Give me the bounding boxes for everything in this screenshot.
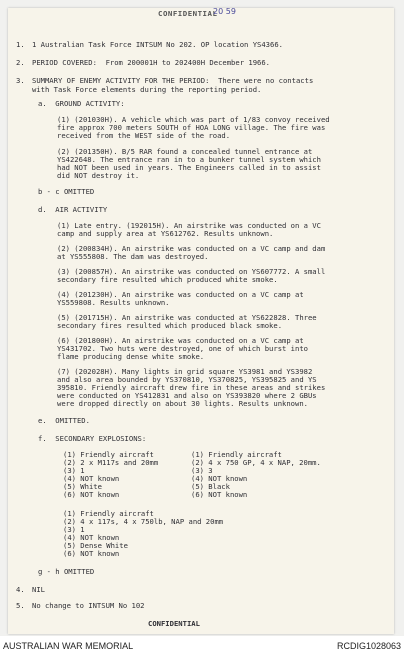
ground-para-1-line-3: received from the WEST side of the road.	[57, 131, 231, 140]
block-b-line-4: (4) NOT known	[191, 474, 248, 483]
ground-para-2-line-4: did NOT destroy it.	[57, 171, 140, 180]
archive-name: AUSTRALIAN WAR MEMORIAL	[3, 641, 134, 651]
air-para-1-line-2: camp and supply area at YS612762. Results unknown.	[57, 229, 274, 238]
block-c-line-3: (3) 1	[63, 525, 85, 534]
air-para-7-line-1: (7) (202028H). Many lights in grid square YS3981 and YS3982	[57, 367, 313, 376]
document-page	[8, 8, 394, 634]
air-para-4-line-1: (4) (201230H). An airstrike was conducted on a VC camp at	[57, 290, 304, 299]
block-a-line-5: (5) White	[63, 482, 102, 491]
air-activity-heading: d. AIR ACTIVITY	[38, 205, 108, 214]
air-para-6-line-2: YS431702. Two huts were destroyed, one of which burst into	[57, 344, 308, 353]
air-para-7-line-2: and also area bounded by YS370810, YS370825, YS395825 and YS	[57, 375, 317, 384]
block-c-line-4: (4) NOT known	[63, 533, 120, 542]
handwritten-annotation: 20 59	[213, 7, 236, 16]
air-para-5-line-1: (5) (201715H). An airstrike was conducted at YS622828. Three	[57, 313, 317, 322]
item-4-number: 4.	[16, 585, 25, 594]
air-para-1-line-1: (1) Late entry. (192015H). An airstrike was conducted on a VC	[57, 221, 321, 230]
air-para-7-line-5: were dropped directly on about 30 lights. Results unknown.	[57, 399, 308, 408]
classification-header: CONFIDENTIAL	[158, 9, 218, 18]
item-2-number: 2.	[16, 58, 25, 67]
ground-para-1-line-1: (1) (201030H). A vehicle which was part of 1/83 convoy received	[57, 115, 330, 124]
item-1-text: 1 Australian Task Force INTSUM No 202. OP location YS4366.	[32, 40, 283, 49]
block-b-line-1: (1) Friendly aircraft	[191, 450, 282, 459]
block-a-line-1: (1) Friendly aircraft	[63, 450, 154, 459]
ground-para-2-line-3: had NOT been used in years. The Engineers called in to assist	[57, 163, 321, 172]
block-b-line-3: (3) 3	[191, 466, 213, 475]
ground-para-2-line-2: YS422648. The entrance ran in to a bunker tunnel system which	[57, 155, 321, 164]
item-1-number: 1.	[16, 40, 25, 49]
air-para-3-line-1: (3) (200857H). An airstrike was conducted on YS607772. A small	[57, 267, 326, 276]
air-para-6-line-1: (6) (201800H). An airstrike was conducted on a VC camp at	[57, 336, 304, 345]
block-a-line-3: (3) 1	[63, 466, 85, 475]
air-para-5-line-2: secondary fires resulted which produced black smoke.	[57, 321, 283, 330]
air-para-3-line-2: secondary fire resulted which produced white smoke.	[57, 275, 278, 284]
air-para-7-line-4: were conducted on YS412831 and also on YS393820 where 2 GBUs	[57, 391, 317, 400]
block-b-line-5: (5) Black	[191, 482, 230, 491]
item-3-line-1: SUMMARY OF ENEMY ACTIVITY FOR THE PERIOD: There were no contacts	[32, 76, 314, 85]
block-a-line-2: (2) 2 x M117s and 20mm	[63, 458, 159, 467]
block-b-line-6: (6) NOT known	[191, 490, 248, 499]
air-para-2-line-2: at YS555808. The dam was destroyed.	[57, 252, 209, 261]
item-2-text: PERIOD COVERED: From 200001H to 202400H December 1966.	[32, 58, 270, 67]
item-4-text: NIL	[32, 585, 45, 594]
archive-reference: RCDIG1028063	[336, 641, 401, 651]
block-c-line-6: (6) NOT known	[63, 549, 120, 558]
ground-activity-heading: a. GROUND ACTIVITY:	[38, 99, 125, 108]
air-para-7-line-3: 395810. Friendly aircraft drew fire in these areas and strikes	[57, 383, 326, 392]
air-para-4-line-2: YS559808. Results unknown.	[57, 298, 170, 307]
air-para-2-line-1: (2) (200834H). An airstrike was conducted on a VC camp and dam	[57, 244, 326, 253]
item-3-line-2: with Task Force elements during the reporting period.	[32, 85, 262, 94]
block-c-line-1: (1) Friendly aircraft	[63, 509, 154, 518]
secondary-explosions-heading: f. SECONDARY EXPLOSIONS:	[38, 434, 147, 443]
item-5-text: No change to INTSUM No 102	[32, 601, 145, 610]
item-3-number: 3.	[16, 76, 25, 85]
block-a-line-6: (6) NOT known	[63, 490, 120, 499]
gh-omitted: g - h OMITTED	[38, 567, 95, 576]
ground-para-2-line-1: (2) (201350H). B/5 RAR found a concealed tunnel entrance at	[57, 147, 313, 156]
block-c-line-2: (2) 4 x 117s, 4 x 750lb, NAP and 20mm	[63, 517, 224, 526]
item-5-number: 5.	[16, 601, 25, 610]
ground-para-1-line-2: fire approx 700 meters SOUTH of HOA LONG village. The fire was	[57, 123, 326, 132]
block-b-line-2: (2) 4 x 750 GP, 4 x NAP, 20mm.	[191, 458, 321, 467]
air-para-6-line-3: flame producing dense white smoke.	[57, 352, 205, 361]
bc-omitted: b - c OMITTED	[38, 187, 95, 196]
e-omitted: e. OMITTED.	[38, 416, 90, 425]
block-a-line-4: (4) NOT known	[63, 474, 120, 483]
footer-classification: CONFIDENTIAL	[148, 619, 200, 628]
block-c-line-5: (5) Dense White	[63, 541, 128, 550]
